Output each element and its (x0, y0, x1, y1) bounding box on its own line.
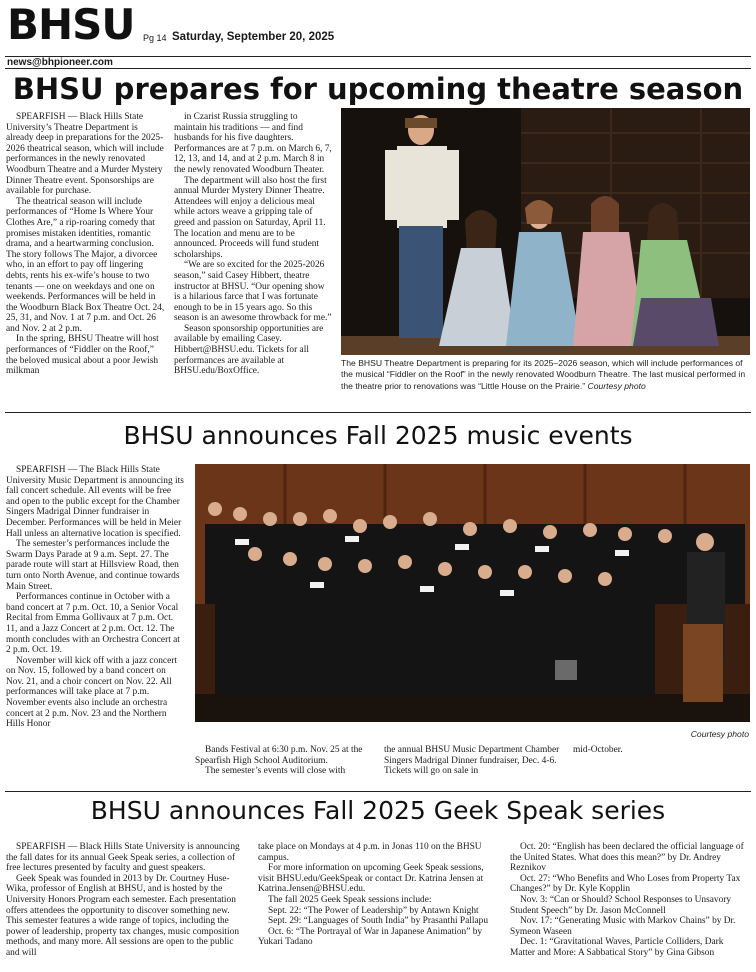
paragraph: SPEARFISH — The Black Hills State University Music Department is announcing its fall concert schedule. All events will be free and open to the public except for the Chamber Singers Madrigal Dinner fundraiser in December. Performances will be held in Meier Hall unless an alternative location is specified. (6, 465, 184, 539)
paragraph: Bands Festival at 6:30 p.m. Nov. 25 at the Spearfish High School Auditorium. (195, 745, 363, 766)
paragraph: the annual BHSU Music Department Chamber Singers Madrigal Dinner fundraiser, Dec. 4-6. Tickets will go on sale in (384, 745, 560, 777)
caption-credit: Courtesy photo (587, 380, 646, 391)
paragraph: SPEARFISH — Black Hills State University is announcing the fall dates for its annual Geek Speak series, a collection of free lectures presented by faculty and guest speakers. (6, 842, 240, 874)
issue-date: Saturday, September 20, 2025 (172, 31, 335, 43)
paragraph: The department will also host the first annual Murder Mystery Dinner Theatre. Attendees will enjoy a delicious meal while actors weave a gripping tale of greed and passion on Saturday, April 11. The location and menu are to be announced. Proceeds will fund student scholarships. (174, 175, 327, 260)
theatre-headline: BHSU prepares for upcoming theatre season (12, 72, 744, 106)
paragraph: Sept. 29: “Languages of South India” by Prasanthi Pallapu (268, 916, 489, 927)
paragraph: take place on Mondays at 4 p.m. in Jonas 110 on the BHSU campus. (258, 842, 482, 863)
masthead-rule-top (5, 56, 751, 57)
paragraph: November will kick off with a jazz concert on Nov. 15, followed by a band concert on Nov. 21, and a choir concert on Nov. 22. All performances will take place at 7 p.m. November events also include an orchestra concert at 2 p.m. Nov. 23 and the Northern Hills Honor (6, 655, 177, 730)
paragraph: In the spring, BHSU Theatre will host performances of “Fiddler on the Roof,” the beloved musical about a poor Jewish milkman (6, 334, 159, 377)
paragraph: Sept. 22: “The Power of Leadership” by Antawn Knight (268, 905, 479, 916)
paragraph: Nov. 17: “Generating Music with Markov Chains” by Dr. Symeon Waseen (510, 916, 736, 937)
theatre-column-1 (6, 112, 166, 406)
geek-headline: BHSU announces Fall 2025 Geek Speak series (90, 796, 666, 825)
geek-column-1 (6, 842, 246, 970)
caption-text: The BHSU Theatre Department is preparing for its 2025–2026 season, which will include performances of the musical “Fiddler on the Roof” in the newly renovated Woodburn Theatre. The last musical performed in the theatre prior to renovations was “Little House on the Prairie.” (341, 358, 746, 391)
paragraph: The fall 2025 Geek Speak sessions include: (268, 894, 432, 905)
page-number: Pg 14 (143, 33, 167, 43)
paragraph: Geek Speak was founded in 2013 by Dr. Courtney Huse-Wika, professor of English at BHSU, and is hosted by the University Honors Program each semester. Each presentation offers attendees the opportunity to discover something new. This semester features a wide range of topics, including the power of leadership, property tax changes, music composition methods, and many more. All sessions are open to the public and will (6, 873, 240, 958)
paragraph: Oct. 6: “The Portrayal of War in Japanese Animation” by Yukari Tadano (258, 926, 483, 948)
paragraph: The semester’s performances include the Swarm Days Parade at 9 a.m. Sept. 27. The parade route will start at Hillsview Road, then turn onto North Avenue, and continue towards Main Street. (6, 539, 180, 592)
music-photo-credit: Courtesy photo (690, 729, 749, 739)
paragraph: Dec. 1: “Gravitational Waves, Particle Colliders, Dark Matter and More: A Sabbatical Story” by Gina Gibson (510, 937, 724, 958)
section-divider (5, 412, 751, 413)
paragraph: in Czarist Russia struggling to maintain his traditions — and find husbands for his five daughters. Performances are at 7 p.m. on March 6, 7, 12, 13, and 14, and at 2 p.m. March 8 in the newly renovated Woodburn Theater. (174, 112, 332, 175)
paragraph: “We are so excited for the 2025-2026 season,” said Casey Hibbert, theatre instructor at BHSU. “Our opening show is a hilarious farce that I was fortunate enough to be in 15 years ago. So this season is an awesome throwback for me.” (174, 260, 332, 324)
paragraph: Oct. 20: “English has been declared the official language of the United States. What does this mean?” by Dr. Andrey Reznikov (510, 842, 744, 874)
music-column-3 (384, 745, 562, 785)
geek-column-3 (510, 842, 750, 970)
paragraph: The theatrical season will include performances of “Home Is Where Your Clothes Are,” a rip-roaring comedy that promises mistaken identities, romantic drama, and a heartwarming conclusion. The story follows The Major, a divorcee who, in an effort to pay off lingering debts, rents his ex-wife’s house to two tenants — one on weekdays and one on weekends. Performances will be held in the Woodburn Black Box Theatre Oct. 24, 25, 31, and Nov. 1 at 7 p.m. and Oct. 26 and Nov. 2 at 2 p.m. (6, 196, 165, 334)
music-column-4 (573, 745, 743, 765)
paragraph: The semester’s events will close with (205, 766, 346, 777)
masthead-logo: BHSU (7, 0, 135, 49)
paragraph: mid-October. (573, 745, 623, 755)
paragraph: SPEARFISH — Black Hills State University’s Theatre Department is already deep in preparations for the 2025-2026 theatrical season, which will include performances in the newly renovated Woodburn Theatre and a Murder Mystery Dinner Theatre event. Sponsorships are available for purchase. (6, 112, 164, 197)
theatre-photo (341, 108, 750, 355)
paragraph: Performances continue in October with a band concert at 7 p.m. Oct. 10, a Senior Vocal Recital from Emma Gollivaux at 7 p.m. Oct. 11, and a Jazz Concert at 2 p.m. Oct. 12. The month concludes with an Orchestra Concert at 2 p.m. Oct. 19. (6, 592, 180, 656)
music-photo (195, 464, 750, 722)
music-headline: BHSU announces Fall 2025 music events (123, 421, 633, 450)
paragraph: Season sponsorship opportunities are available by emailing Casey. Hibbert@BHSU.edu. Tickets for all performances are available at BHSU.edu/BoxOffice. (174, 323, 324, 377)
music-column-1 (6, 465, 184, 771)
theatre-column-2 (174, 112, 332, 406)
geek-column-2 (258, 842, 498, 970)
contact-email[interactable]: news@bhpioneer.com (7, 57, 113, 68)
theatre-photo-caption (341, 358, 749, 392)
paragraph: Oct. 27: “Who Benefits and Who Loses from Property Tax Changes?” by Dr. Kyle Kopplin (510, 873, 741, 895)
paragraph: Nov. 3: “Can or Should? School Responses to Unsavory Student Speech” by Dr. Jason McConnell (510, 894, 732, 916)
masthead-rule-bottom (5, 68, 751, 69)
music-column-2 (195, 745, 373, 785)
paragraph: For more information on upcoming Geek Speak sessions, visit BHSU.edu/GeekSpeak or contact Dr. Katrina Jensen at Katrina.Jensen@BHSU.edu. (258, 863, 484, 895)
